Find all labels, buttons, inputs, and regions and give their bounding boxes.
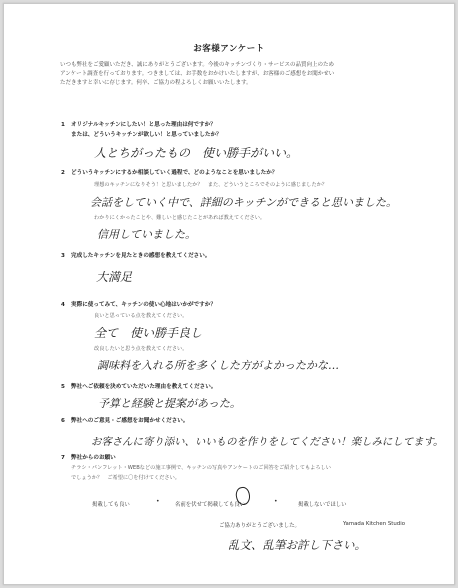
thanks-text: ご協力ありがとうございました。 — [219, 523, 300, 529]
answer-3: 大満足 — [96, 270, 133, 284]
question-number: 2 — [61, 170, 65, 176]
answer-2-1: 会話をしていく中で、詳細のキッチンができると思いました。 — [90, 196, 398, 209]
answer-2-2: 信用していました。 — [97, 228, 196, 241]
question-2-sub-2: わかりにくかったことや、難しいと感じたことがあれば教えてください。 — [94, 215, 266, 221]
question-5 — [61, 382, 216, 390]
question-4-sub-2: 改良したいと思う点を教えてください。 — [94, 346, 188, 352]
question-text: 弊社からのお願い — [71, 455, 116, 461]
question-text: 弊社へご依頼を決めていただいた理由を教えてください。 — [71, 384, 217, 390]
question-number: 4 — [61, 302, 65, 308]
question-text: どういうキッチンにするか相談していく過程で、どのようなことを思いましたか？ — [71, 170, 278, 176]
survey-title: お客様アンケート — [193, 44, 265, 54]
question-6 — [61, 416, 188, 424]
question-number: 1 — [61, 122, 65, 128]
option-do-not-publish[interactable]: 掲載しないでほしい — [298, 502, 347, 508]
question-text: 完成したキッチンを見たときの感想を教えてください。 — [71, 253, 211, 259]
question-text: 実際に使ってみて、キッチンの使い心地はいかがですか？ — [71, 302, 216, 308]
answer-5: 予算と経験と提案があった。 — [98, 397, 241, 410]
option-separator: • — [274, 498, 278, 505]
intro-line: ただきますと幸いに存じます。何卒、ご協力の程よろしくお願いいたします。 — [60, 80, 252, 86]
question-number: 7 — [61, 455, 65, 461]
answer-4-1: 全て 使い勝手良し — [94, 326, 203, 340]
intro-line: いつも弊社をご愛顧いただき、誠にありがとうございます。今後のキッチンづくり・サービスの品質向上のため — [60, 62, 334, 68]
intro-text — [60, 61, 400, 88]
question-2-sub-1: 理想のキッチンになりそう！と思いましたか？ また、どういうところでそのように感じましたか？ — [94, 182, 328, 188]
survey-sheet — [3, 3, 455, 585]
question-number: 3 — [61, 253, 65, 259]
question-1 — [61, 120, 216, 128]
answer-1: 人とちがったもの 使い勝手がいい。 — [94, 146, 299, 160]
handwritten-signature-note: 乱文、乱筆お許し下さい。 — [228, 538, 366, 552]
question-1-line-2: または、どういうキッチンが欲しい！と思っていましたか？ — [71, 132, 222, 138]
answer-6: お客さんに寄り添い、いいものを作りをしてください！楽しみにしてます。 — [91, 436, 444, 448]
question-7-sub-1: チラシ・パンフレット・WEBなどの施工事例で、キッチンの写真やアンケートのご回答をご紹介してもよろしい — [71, 465, 331, 471]
intro-line: アンケート調査を行っております。つきましては、お手数をおかけいたしますが、お客様のご感想をお聞かせい — [60, 71, 335, 77]
option-publish-ok[interactable]: 掲載しても良い — [92, 502, 130, 508]
question-7 — [61, 453, 116, 461]
option-separator: • — [156, 498, 160, 505]
option-publish-anonymous[interactable]: 名前を伏せて掲載しても良い — [175, 502, 246, 508]
answer-4-2: 調味料を入れる所を多くした方がよかったかな… — [97, 359, 339, 372]
question-text: 弊社へのご意見・ご感想をお聞かせください。 — [71, 418, 189, 424]
question-number: 6 — [61, 418, 65, 424]
question-4 — [61, 300, 216, 308]
question-4-sub-1: 良いと思っている点を教えてください。 — [94, 313, 188, 319]
question-3 — [61, 251, 210, 259]
question-text: オリジナルキッチンにしたい！と思った理由は何ですか？ — [71, 122, 216, 128]
question-number: 5 — [61, 384, 65, 390]
question-7-sub-2: でしょうか？ ご希望に〇を付けてください。 — [71, 475, 180, 481]
question-2 — [61, 168, 277, 176]
studio-name: Yamada Kitchen Studio — [343, 521, 405, 527]
